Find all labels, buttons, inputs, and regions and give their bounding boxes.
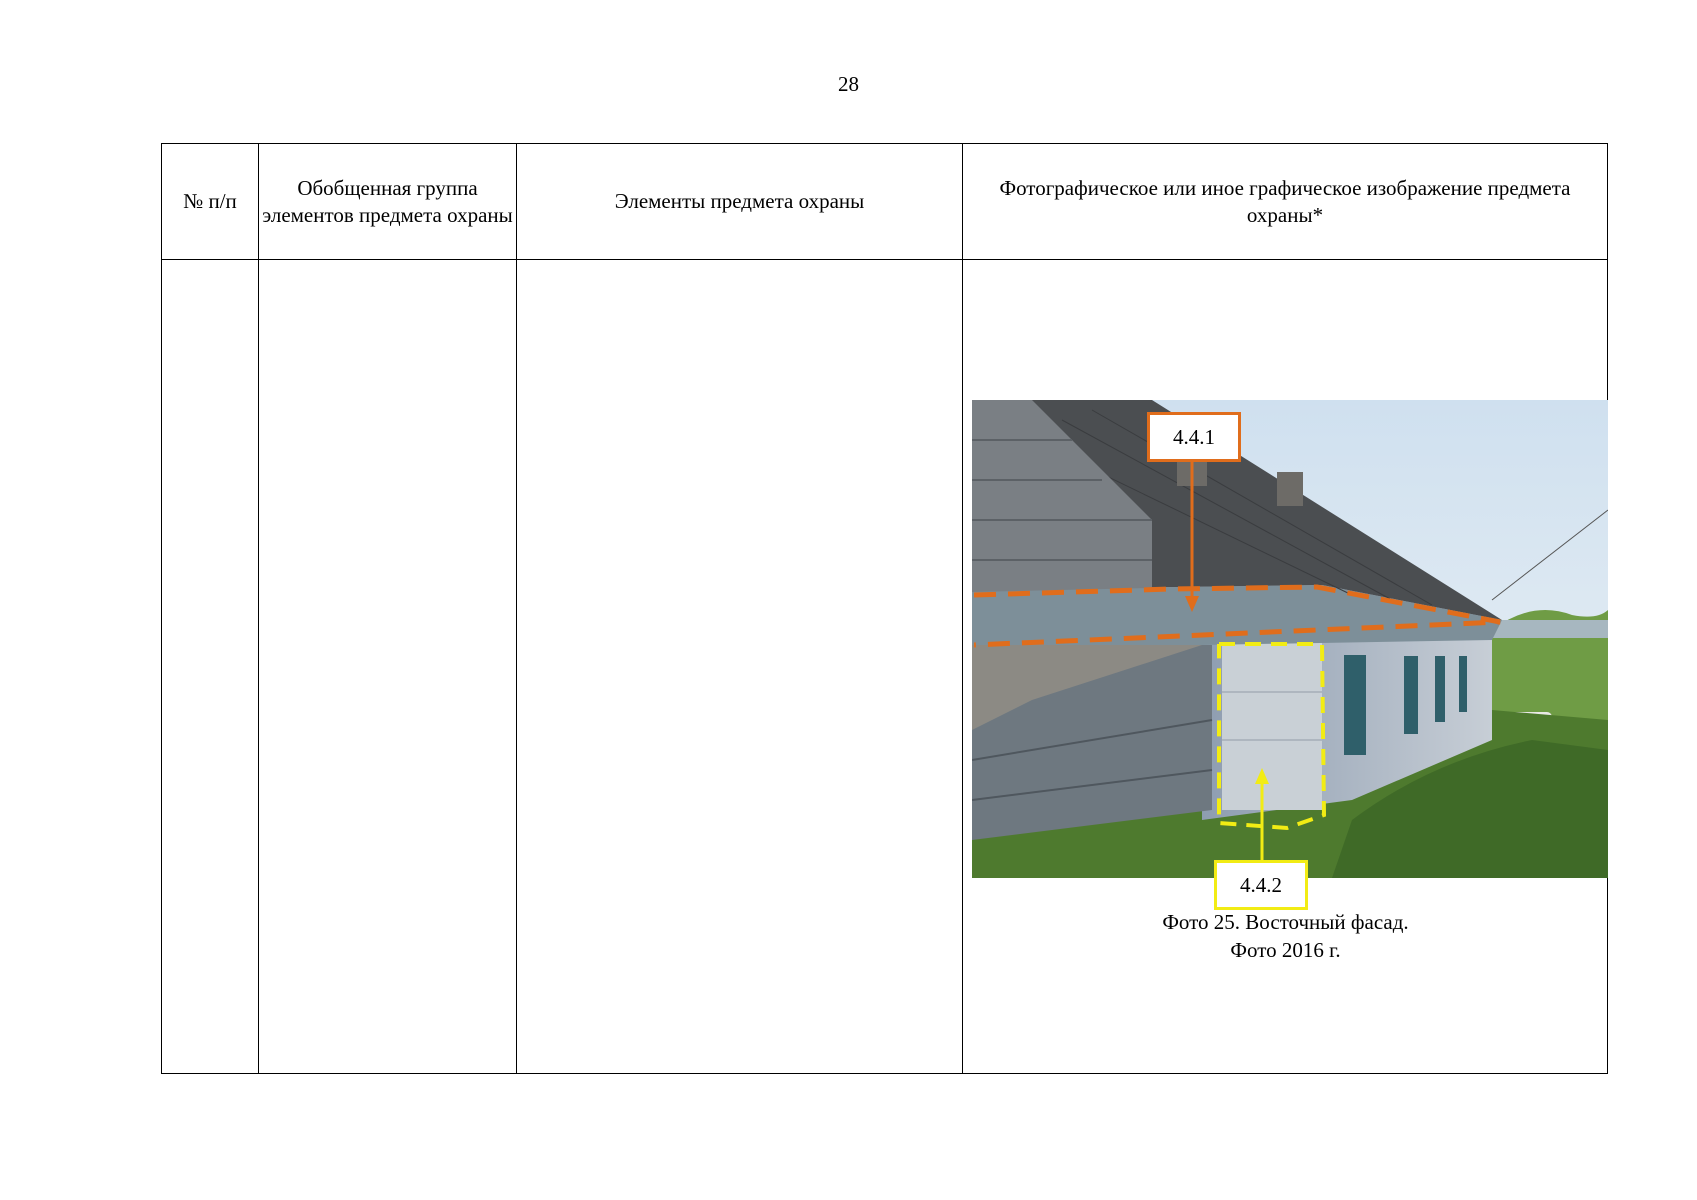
header-number: № п/п — [162, 144, 259, 260]
photo-caption — [963, 908, 1608, 964]
marker-label-bottom: 4.4.2 — [1214, 860, 1308, 910]
page-number: 28 — [838, 72, 859, 96]
caption-line-1: Фото 25. Восточный фасад. — [1162, 910, 1409, 934]
header-elements: Элементы предмета охраны — [517, 144, 963, 260]
cell-group — [259, 260, 517, 1074]
caption-line-2: Фото 2016 г. — [1230, 938, 1341, 962]
marker-label-top: 4.4.1 — [1147, 412, 1241, 462]
header-group: Обобщенная группа элементов предмета охраны — [259, 144, 517, 260]
cell-number — [162, 260, 259, 1074]
protection-elements-table — [161, 143, 1608, 1074]
table-header-row — [162, 144, 1608, 260]
table-row — [162, 260, 1608, 1074]
header-image: Фотографическое или иное графическое изображение предмета охраны* — [963, 144, 1608, 260]
cell-image — [963, 260, 1608, 1074]
cell-elements — [517, 260, 963, 1074]
facade-photo — [972, 400, 1608, 897]
facade-photo-illustration — [972, 400, 1608, 878]
